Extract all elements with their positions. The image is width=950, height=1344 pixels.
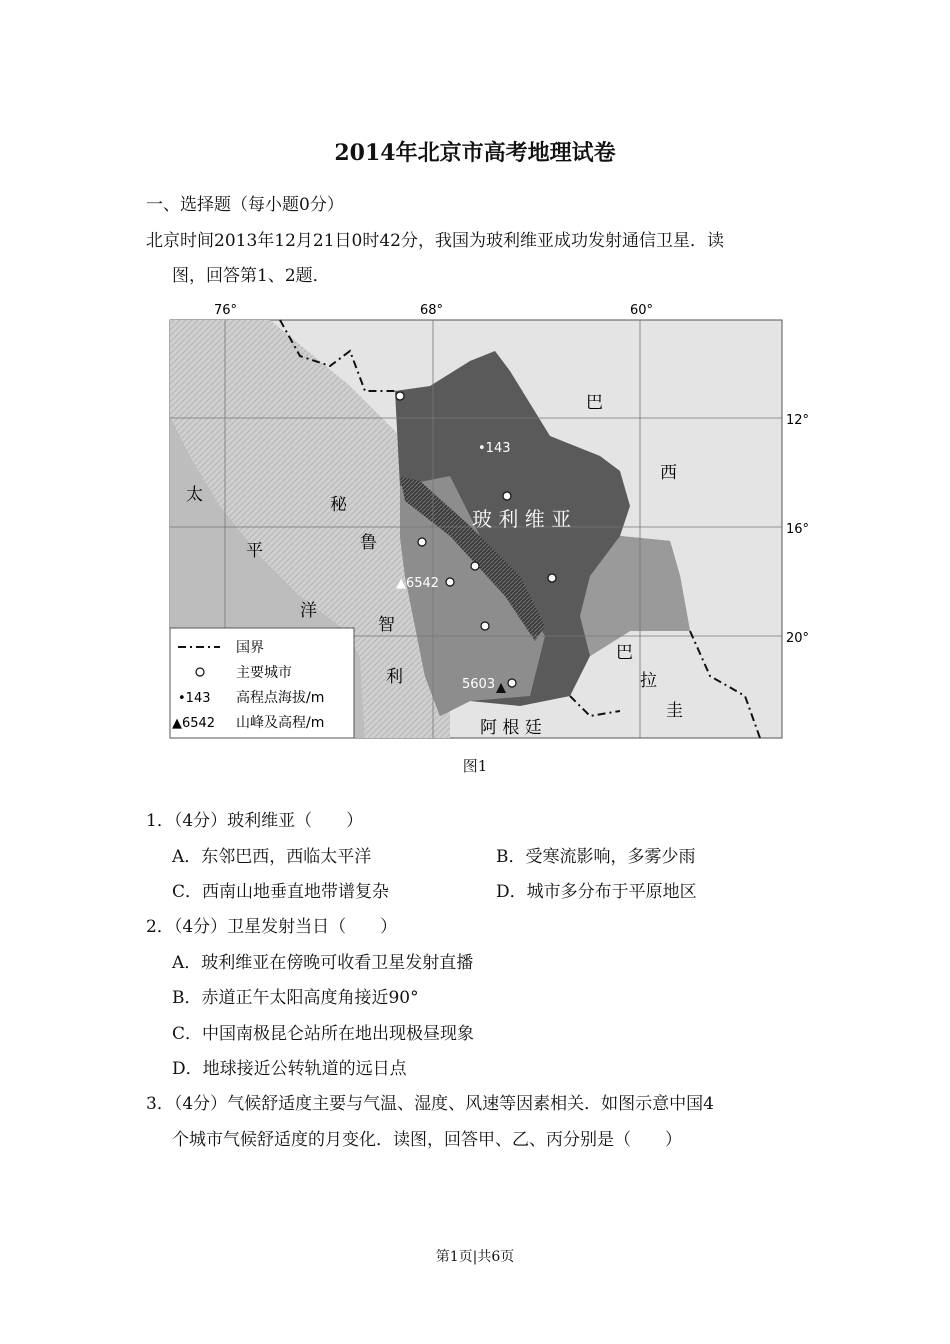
lat-label-12: 12° [786,413,810,428]
q1-option-c: C．西南山地垂直地带谱复杂 [172,882,390,902]
page-title: 2014年北京市高考地理试卷 [334,140,616,166]
label-brazil-2: 西 [660,463,677,483]
city-marker [548,574,556,582]
map-svg [150,296,810,742]
figure-caption: 图1 [462,757,488,775]
q1-option-d: D．城市多分布于平原地区 [496,882,697,902]
intro-line-2: 图，回答第1、2题． [172,266,330,286]
city-marker [481,622,489,630]
section-heading: 一、选择题（每小题0分） [146,195,344,215]
question-3-stem-line-2: 个城市气候舒适度的月变化．读图，回答甲、乙、丙分别是（ ） [172,1130,682,1150]
bolivia-map-figure [150,296,810,742]
city-marker [508,679,516,687]
label-argentina: 阿 根 廷 [480,718,542,738]
legend-elev-symbol: •143 [178,691,211,706]
city-marker [471,562,479,570]
city-marker [396,392,404,400]
label-pacific-1: 太 [186,485,203,505]
label-peru-2: 鲁 [360,533,377,553]
label-brazil-1: 巴 [586,393,603,413]
label-pacific-3: 洋 [300,601,317,621]
q1-option-a: A．东邻巴西，西临太平洋 [172,847,372,867]
legend-peak-symbol: ▲6542 [172,716,216,731]
q2-option-c: C．中国南极昆仑站所在地出现极昼现象 [172,1024,475,1044]
city-marker [503,492,511,500]
lat-label-16: 16° [786,522,810,537]
label-bolivia: 玻 利 维 亚 [472,507,572,531]
label-paraguay-2: 拉 [640,671,657,691]
elevation-143: •143 [478,441,511,456]
lon-label-76: 76° [214,303,238,318]
city-marker [446,578,454,586]
map-legend [170,628,354,738]
label-chile-1: 智 [378,615,395,635]
legend-elevation: 高程点海拔/m [236,690,325,706]
legend-peak: 山峰及高程/m [236,715,325,731]
label-pacific-2: 平 [246,541,263,561]
legend-city: 主要城市 [236,665,292,681]
question-3-stem-line-1: 3．（4分）气候舒适度主要与气温、湿度、风速等因素相关．如图示意中国4 [146,1094,714,1114]
peak-5603: 5603 [462,677,496,692]
label-paraguay-3: 圭 [666,701,683,721]
lon-label-60: 60° [630,303,654,318]
question-1-stem: 1．（4分）玻利维亚（ ） [146,811,364,831]
label-peru-1: 秘 [330,495,347,515]
city-marker [418,538,426,546]
label-chile-2: 利 [386,667,403,687]
lon-label-68: 68° [420,303,444,318]
q2-option-a: A．玻利维亚在傍晚可收看卫星发射直播 [172,953,474,973]
lat-label-20: 20° [786,631,810,646]
q1-option-b: B．受寒流影响，多雾少雨 [496,847,696,867]
q2-option-b: B．赤道正午太阳高度角接近90° [172,988,419,1008]
peak-6542: ▲6542 [396,576,440,591]
page-footer: 第1页|共6页 [435,1249,515,1265]
q2-option-d: D．地球接近公转轨道的远日点 [172,1059,407,1079]
legend-border: 国界 [236,640,264,656]
question-2-stem: 2．（4分）卫星发射当日（ ） [146,917,398,937]
intro-line-1: 北京时间2013年12月21日0时42分，我国为玻利维亚成功发射通信卫星．读 [146,231,724,251]
label-paraguay-1: 巴 [616,643,633,663]
